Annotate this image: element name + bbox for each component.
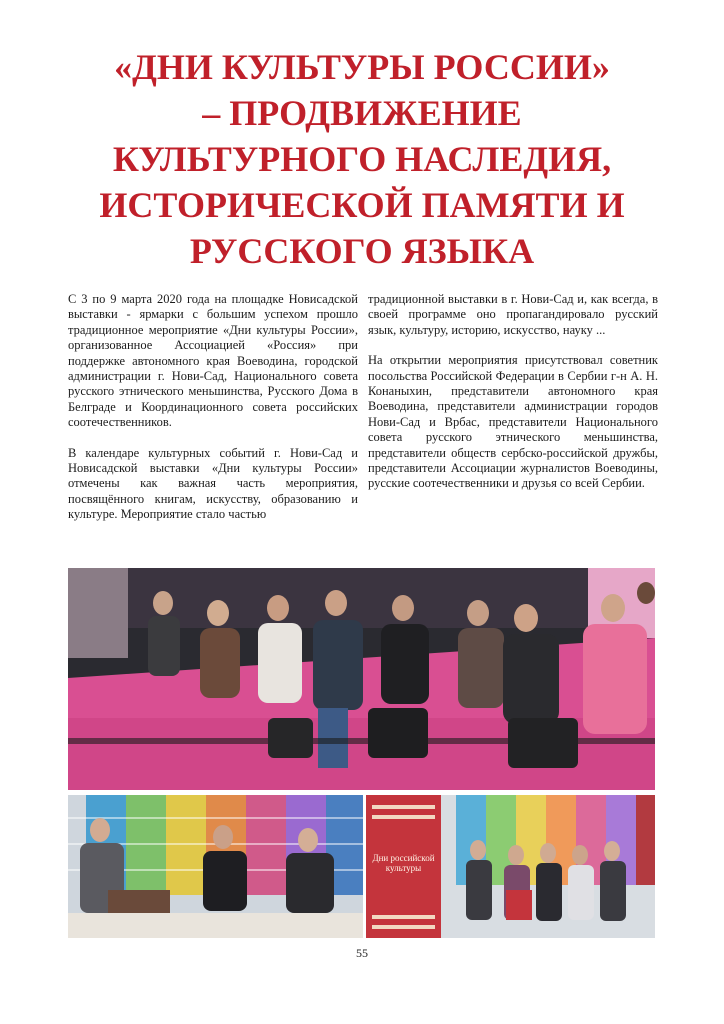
photo-panel bbox=[68, 795, 363, 938]
photo-group bbox=[366, 795, 655, 938]
page-number: 55 bbox=[356, 946, 368, 960]
title-line: «ДНИ КУЛЬТУРЫ РОССИИ» bbox=[114, 47, 610, 87]
poster-caption: Дни российской культуры bbox=[372, 853, 435, 873]
title-line: РУССКОГО ЯЗЫКА bbox=[189, 231, 535, 271]
photo-audience bbox=[68, 568, 655, 790]
paragraph: традиционной выставки в г. Нови-Сад и, как всегда, в своей программе оно пропагандировало русский язык, культуру, историю, искусство, науку ... bbox=[368, 292, 658, 337]
article-title bbox=[40, 44, 684, 274]
article-column-left bbox=[68, 292, 358, 538]
title-line: КУЛЬТУРНОГО НАСЛЕДИЯ, bbox=[112, 139, 612, 179]
article-column-right bbox=[368, 292, 658, 507]
paragraph: На открытии мероприятия присутствовал советник посольства Российской Федерации в Сербии г-н А. Н. Конаныхин, представители автономного края Воеводина, представители администрации городов Нови-Сад и Врбас, представители Национального совета русского этнического меньшинства, представители обществ сербско-российской дружбы, представители Ассоциации журналистов Воеводины, русские соотечественники и друзья со всей Сербии. bbox=[368, 353, 658, 491]
title-line: – ПРОДВИЖЕНИЕ bbox=[202, 93, 522, 133]
paragraph: В календаре культурных событий г. Нови-Сад и Новисадской выставки «Дни культуры России» отмечены как важная часть мероприятия, посвящённого книгам, искусству, образованию и культуре. Мероприятие стало частью bbox=[68, 445, 358, 522]
title-line: ИСТОРИЧЕСКОЙ ПАМЯТИ И bbox=[99, 185, 625, 225]
paragraph: С 3 по 9 марта 2020 года на площадке Новисадской выставки - ярмарки с большим успехом прошло традиционное мероприятие «Дни культуры России», организованное Ассоциацией «Россия» при поддержке автономного края Воеводина, городской администрации г. Нови-Сад, Национального совета русского этнического меньшинства, Русского Дома в Белграде и Координационного совета российских соотечественников. bbox=[68, 292, 358, 430]
